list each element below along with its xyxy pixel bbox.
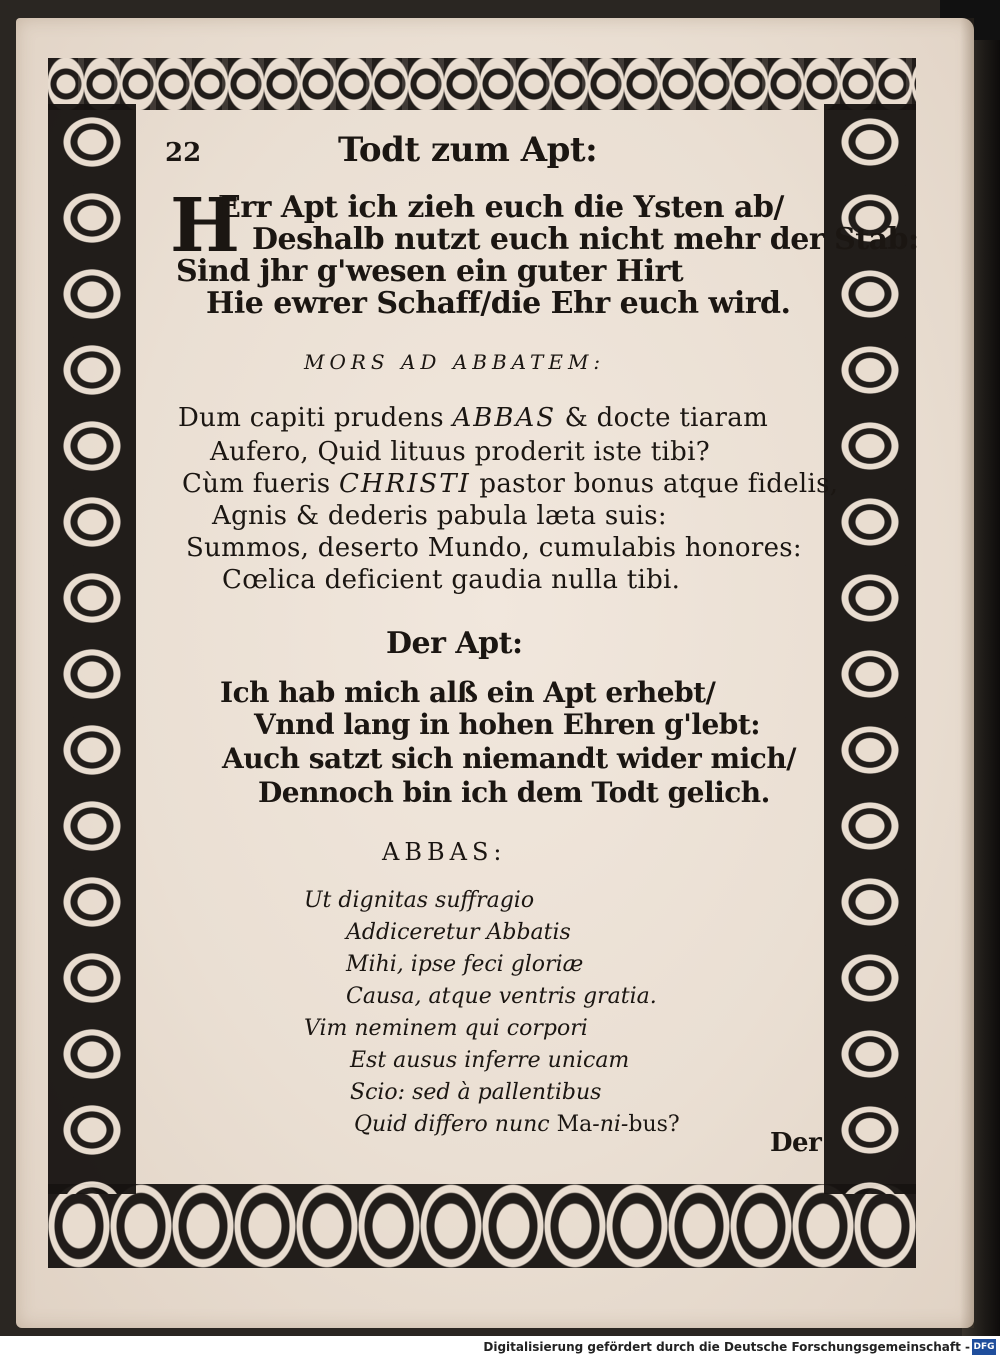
latin-emphasis: CHRISTI: [338, 469, 471, 499]
latin-verse-line: [178, 402, 768, 434]
dfg-logo[interactable]: DFG: [972, 1339, 996, 1355]
footer-bar: [0, 1336, 1000, 1360]
german-verse-line: Err Apt ich zieh euch die Ysten ab/: [218, 190, 784, 225]
latin-text: Cùm fueris: [182, 469, 339, 499]
ornamental-border-right: [824, 104, 916, 1194]
latin-verse-line: Summos, deserto Mundo, cumulabis honores:: [186, 533, 802, 563]
ornamental-border-bottom: [48, 1184, 916, 1268]
roman-text: bus?: [628, 1112, 680, 1137]
latin-emphasis: ABBAS: [452, 403, 557, 433]
german-verse-line: Hie ewrer Schaff/die Ehr euch wird.: [206, 286, 791, 321]
italic-verse-line: Causa, atque ventris gratia.: [346, 984, 657, 1009]
italic-verse-line: [354, 1110, 680, 1140]
ornamental-border-left: [48, 104, 136, 1194]
latin-verse-line: Cœlica deficient gaudia nulla tibi.: [222, 565, 681, 595]
second-heading: Der Apt:: [386, 626, 523, 661]
german-reply-line: Vnnd lang in hohen Ehren g'lebt:: [254, 708, 761, 741]
italic-verse-line: Addiceretur Abbatis: [346, 920, 571, 945]
latin-text: pastor bonus atque fidelis,: [470, 469, 839, 499]
latin-verse-line: Aufero, Quid lituus proderit iste tibi?: [210, 437, 710, 467]
catchword: Der: [770, 1128, 822, 1158]
german-verse-line: Deshalb nutzt euch nicht mehr der Stab:: [252, 222, 919, 257]
roman-text: Ma: [556, 1112, 593, 1137]
ornamental-border-top: [48, 58, 916, 110]
italic-verse-line: Mihi, ipse feci gloriæ: [346, 952, 584, 977]
italic-verse-line: Est ausus inferre unicam: [350, 1048, 630, 1073]
italic-verse-line: Ut dignitas suffragio: [304, 888, 535, 913]
latin-verse-line: Agnis & dederis pabula læta suis:: [212, 501, 667, 531]
german-reply-line: Auch satzt sich niemandt wider mich/: [222, 742, 796, 775]
latin-verse-line: [182, 468, 838, 500]
italic-verse-line: Scio: sed à pallentibus: [350, 1080, 602, 1105]
footer-credit: Digitalisierung gefördert durch die Deutsche Forschungsgemeinschaft -: [483, 1340, 970, 1354]
abbas-heading: ABBAS:: [382, 838, 507, 866]
latin-text: Dum capiti prudens: [178, 403, 453, 433]
page-number: 22: [165, 138, 202, 168]
page-header: Todt zum Apt:: [338, 130, 598, 170]
latin-text: & docte tiaram: [556, 403, 769, 433]
italic-text: -ni-: [592, 1112, 629, 1137]
italic-text: Quid differo nunc: [354, 1112, 557, 1137]
german-reply-line: Ich hab mich alß ein Apt erhebt/: [220, 676, 716, 709]
italic-verse-line: Vim neminem qui corpori: [304, 1016, 588, 1041]
latin-heading: MORS AD ABBATEM:: [304, 350, 606, 374]
drop-capital: H: [170, 183, 240, 269]
german-verse-line: Sind jhr g'wesen ein guter Hirt: [176, 254, 684, 289]
german-reply-line: Dennoch bin ich dem Todt gelich.: [258, 776, 770, 809]
